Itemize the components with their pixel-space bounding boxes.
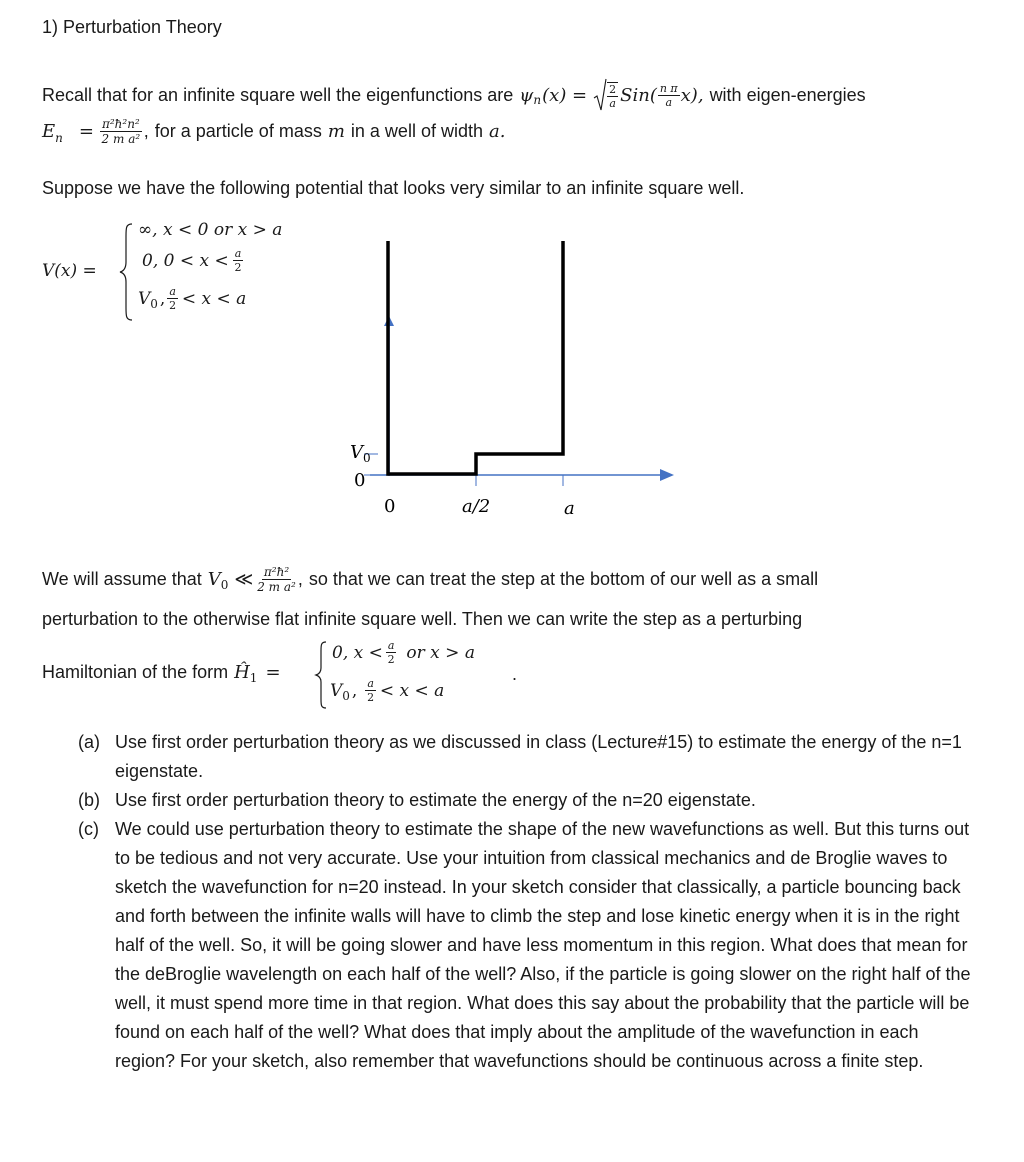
x-label-a: a: [564, 498, 575, 519]
hamiltonian-period: .: [512, 664, 518, 684]
hamiltonian-row-2-v: V: [330, 680, 343, 701]
hamiltonian-row-2-num: a: [367, 677, 374, 690]
energy-numerator: π²ħ²n²: [101, 117, 140, 131]
assume-numerator: π²ħ²: [263, 565, 290, 579]
potential-row-3-tail: < x < a: [181, 288, 247, 309]
y-label-zero: 0: [354, 470, 366, 491]
potential-lhs-text: V(x) =: [42, 261, 97, 281]
hamiltonian-row-2-sub: 0: [342, 688, 350, 703]
sqrt-denominator: a: [609, 96, 616, 110]
psi-subscript: n: [533, 93, 542, 107]
potential-row-3-v: V: [138, 288, 151, 309]
assume-fraction: [257, 566, 296, 593]
hamiltonian-row-1-num: a: [387, 639, 395, 652]
hamiltonian-row-2-tail: < x < a: [379, 680, 445, 701]
energy-equals: =: [78, 121, 94, 142]
question-b-text: Use first order perturbation theory to estimate the energy of the n=20 eigenstate.: [115, 790, 756, 810]
potential-lhs: [42, 260, 97, 281]
sqrt-expression: [593, 78, 620, 112]
question-b: [78, 786, 983, 815]
sin-tail: x),: [680, 84, 704, 106]
hamiltonian-symbol: Ĥ: [234, 662, 250, 683]
problem-heading: 1) Perturbation Theory: [42, 17, 222, 37]
hamiltonian-row-1-text: 0, x <: [332, 642, 383, 663]
question-a-text: Use first order perturbation theory as we discussed in class (Lecture#15) to estimate the energy of the n=1 eigenstate.: [115, 732, 962, 781]
psi-symbol: ψ: [519, 84, 534, 106]
potential-row-2: [142, 248, 245, 273]
potential-row-3-fraction: [167, 286, 178, 311]
hamiltonian-row-2-comma: ,: [351, 680, 358, 701]
question-b-label: (b): [78, 790, 100, 810]
hamiltonian-row-2: [330, 678, 444, 703]
potential-row-2-num: a: [234, 247, 242, 260]
hamiltonian-text: Hamiltonian of the form: [42, 662, 229, 682]
sin-numerator: n π: [659, 81, 678, 95]
energy-denominator: 2 m a²: [101, 132, 141, 146]
sin-denominator: a: [665, 95, 673, 109]
potential-row-3-num: a: [169, 285, 176, 298]
hamiltonian-row-1: [332, 640, 475, 665]
assume-line: [42, 566, 818, 593]
width-symbol: a.: [488, 121, 506, 142]
potential-row-3-den: 2: [169, 299, 177, 312]
potential-row-3-sub: 0: [150, 296, 158, 311]
intro-line: [42, 78, 866, 112]
hamiltonian-equals: =: [265, 662, 281, 683]
potential-row-1: ∞, x < 0 or x > a: [138, 220, 283, 240]
x-label-half: a/2: [462, 496, 491, 517]
energy-line: [42, 118, 505, 145]
question-list: [78, 728, 983, 1076]
intro-text-start: Recall that for an infinite square well the eigenfunctions are: [42, 84, 514, 105]
assume-text-b: so that we can treat the step at the bottom of our well as a small: [308, 569, 819, 589]
suppose-sentence: Suppose we have the following potential that looks very similar to an infinite square well.: [42, 178, 745, 198]
y-label-v0: $V_0$: [350, 442, 371, 465]
energy-comma: ,: [143, 121, 149, 141]
well-outline: [388, 241, 563, 474]
energy-fraction: [100, 118, 142, 145]
sqrt-fraction: [607, 82, 618, 109]
hamiltonian-intro: [42, 662, 281, 683]
hamiltonian-row-2-den: 2: [367, 691, 375, 704]
energy-text-a: for a particle of mass: [154, 121, 322, 141]
hamiltonian-row-1-tail: or x > a: [406, 642, 475, 663]
hamiltonian-row-2-fraction: [365, 678, 376, 703]
sin-function: Sin(: [620, 84, 657, 106]
assume-denominator: 2 m a²: [257, 580, 296, 594]
x-label-zero: 0: [384, 496, 396, 517]
question-c-text: We could use perturbation theory to estimate the shape of the new wavefunctions as well. But this turns out to be tedious and not very accurate. Use your intuition from classical mechanics and de Broglie waves to sketch the wavefunction for n=20 instead. In your sketch consider that classically, a particle bouncing back and forth between the infinite walls will have to climb the step and lose kinetic energy when it is in the right half of the well. So, it will be going slower and have less momentum in this region. What does that mean for the deBroglie wavelength on each half of the well? Also, if the particle is going slower on the right half of the well, it must spend more time in that region. What does this say about the probability that the particle will be found on each half of the well? What does that imply about the amplitude of the wavefunction in each region? For your sketch, also remember that wavefunctions should be continuous across a finite step.: [115, 819, 971, 1071]
assume-v0: V: [207, 569, 221, 590]
hamiltonian-sub: 1: [249, 670, 258, 685]
hamiltonian-row-1-den: 2: [387, 653, 395, 666]
intro-text-end: with eigen-energies: [709, 84, 866, 105]
sqrt-numerator: 2: [609, 82, 617, 96]
sqrt-sign-icon: [593, 78, 607, 112]
assume-text-a: We will assume that: [42, 569, 202, 589]
hamiltonian-brace-icon: [314, 640, 328, 710]
potential-row-2-text: 0, 0 < x <: [142, 250, 229, 271]
question-c-label: (c): [78, 819, 99, 839]
energy-symbol: E: [42, 121, 56, 142]
potential-row-3-comma: ,: [159, 288, 166, 309]
assume-line-2: perturbation to the otherwise flat infinite square well. Then we can write the step as a perturbing: [42, 609, 803, 629]
potential-row-2-den: 2: [234, 261, 242, 274]
potential-row-3: [138, 286, 246, 311]
assume-v0-sub: 0: [220, 577, 229, 592]
x-axis-arrow-icon: [660, 469, 674, 481]
question-a: [78, 728, 983, 786]
sin-fraction: [658, 83, 680, 108]
mass-symbol: m: [327, 121, 345, 142]
question-a-label: (a): [78, 732, 100, 752]
energy-text-b: in a well of width: [350, 121, 483, 141]
assume-much-less: ≪: [234, 569, 254, 590]
potential-brace-icon: [118, 222, 134, 322]
potential-graph: [330, 230, 690, 530]
question-c: [78, 815, 983, 1076]
energy-subscript: n: [55, 130, 63, 145]
hamiltonian-row-1-fraction: [386, 640, 397, 665]
psi-argument: (x) =: [542, 84, 588, 106]
assume-comma: ,: [297, 569, 303, 589]
potential-row-2-fraction: [233, 248, 244, 273]
